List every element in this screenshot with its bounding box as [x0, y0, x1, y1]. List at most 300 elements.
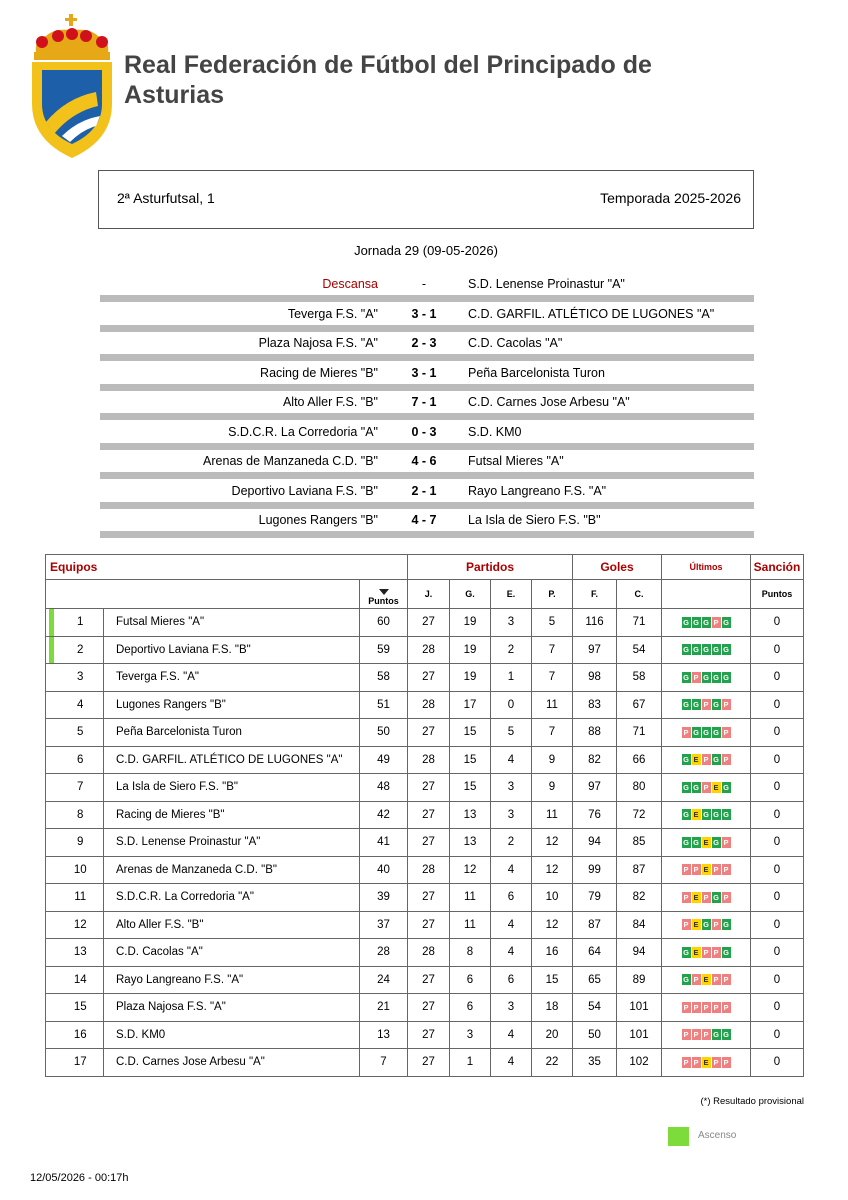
sanction-points-cell: 0 — [751, 829, 804, 857]
sanction-points-cell: 0 — [751, 884, 804, 912]
points-cell: 37 — [360, 911, 408, 939]
standings-row — [46, 1049, 804, 1077]
goals-against-cell: 87 — [617, 856, 662, 884]
team-name-cell: S.D. KM0 — [104, 1021, 360, 1049]
won-cell: 15 — [450, 746, 491, 774]
result-badge: G — [713, 700, 719, 710]
result-badge: P — [703, 947, 709, 957]
result-badge: P — [683, 1057, 689, 1067]
promotion-marker-cell — [46, 609, 58, 637]
result-badge: E — [713, 782, 719, 792]
last-results-cell — [662, 884, 751, 912]
played-cell: 27 — [408, 994, 450, 1022]
promotion-marker-cell — [46, 664, 58, 692]
away-team: C.D. GARFIL. ATLÉTICO DE LUGONES "A" — [468, 307, 715, 321]
result-badge: E — [703, 975, 709, 985]
drawn-cell: 3 — [491, 609, 532, 637]
result-badge: P — [683, 865, 689, 875]
goals-for-cell: 97 — [573, 774, 617, 802]
result-badge: G — [723, 617, 729, 627]
position-cell: 1 — [58, 609, 104, 637]
row-separator — [100, 531, 754, 538]
goals-against-cell: 54 — [617, 636, 662, 664]
last-results-cell — [662, 664, 751, 692]
match-score: 3 - 1 — [411, 307, 437, 321]
result-badge: E — [703, 1057, 709, 1067]
position-cell: 16 — [58, 1021, 104, 1049]
result-badge: G — [693, 837, 699, 847]
goals-for-cell: 50 — [573, 1021, 617, 1049]
result-badge: E — [693, 892, 699, 902]
standings-header-row — [46, 555, 804, 580]
result-badge: G — [693, 782, 699, 792]
goals-for-cell: 87 — [573, 911, 617, 939]
sanction-points-cell: 0 — [751, 774, 804, 802]
result-badge: P — [713, 947, 719, 957]
home-team: Plaza Najosa F.S. "A" — [258, 336, 378, 350]
drawn-cell: 0 — [491, 691, 532, 719]
played-cell: 27 — [408, 719, 450, 747]
sanction-points-cell: 0 — [751, 994, 804, 1022]
last-results-cell — [662, 719, 751, 747]
away-team: C.D. Carnes Jose Arbesu "A" — [468, 395, 630, 409]
sanction-points-cell: 0 — [751, 691, 804, 719]
sanction-points-cell: 0 — [751, 911, 804, 939]
points-cell: 48 — [360, 774, 408, 802]
position-cell: 14 — [58, 966, 104, 994]
goals-for-cell: 35 — [573, 1049, 617, 1077]
result-badge: P — [693, 1002, 699, 1012]
result-badge: E — [693, 920, 699, 930]
result-badge: G — [683, 672, 689, 682]
match-row — [98, 359, 756, 389]
result-badge: P — [713, 920, 719, 930]
team-name-cell: S.D. Lenense Proinastur "A" — [104, 829, 360, 857]
result-badge: G — [723, 645, 729, 655]
away-team: Peña Barcelonista Turon — [468, 366, 605, 380]
result-badge: G — [713, 810, 719, 820]
won-cell: 3 — [450, 1021, 491, 1049]
standings-row — [46, 884, 804, 912]
away-team: Futsal Mieres "A" — [468, 454, 564, 468]
sanction-points-cell: 0 — [751, 939, 804, 967]
rest-label: Descansa — [322, 277, 378, 291]
goals-against-cell: 101 — [617, 994, 662, 1022]
result-badge: G — [683, 947, 689, 957]
result-badge: G — [713, 645, 719, 655]
goals-for-cell: 54 — [573, 994, 617, 1022]
promotion-marker — [49, 609, 54, 636]
won-header: G. — [450, 580, 491, 609]
generated-timestamp: 12/05/2026 - 00:17h — [30, 1172, 129, 1184]
match-score: 4 - 6 — [411, 454, 437, 468]
won-cell: 12 — [450, 856, 491, 884]
result-badge: P — [713, 865, 719, 875]
result-badge: P — [693, 672, 699, 682]
match-row-rest — [98, 270, 756, 300]
position-cell: 11 — [58, 884, 104, 912]
lost-cell: 12 — [532, 829, 573, 857]
standings-table — [45, 554, 804, 1077]
result-badge: P — [683, 727, 689, 737]
drawn-cell: 3 — [491, 774, 532, 802]
lost-header: P. — [532, 580, 573, 609]
match-score: 2 - 3 — [411, 336, 437, 350]
result-badge: G — [703, 920, 709, 930]
position-cell: 10 — [58, 856, 104, 884]
sanction-points-cell: 0 — [751, 856, 804, 884]
result-badge: G — [723, 947, 729, 957]
result-badge: P — [723, 755, 729, 765]
season-label: Temporada 2025-2026 — [600, 190, 741, 206]
match-score: 7 - 1 — [411, 395, 437, 409]
last-results-cell — [662, 636, 751, 664]
goals-against-cell: 101 — [617, 1021, 662, 1049]
won-cell: 11 — [450, 911, 491, 939]
points-cell: 49 — [360, 746, 408, 774]
result-badge: G — [693, 645, 699, 655]
drawn-cell: 1 — [491, 664, 532, 692]
goals-for-cell: 64 — [573, 939, 617, 967]
sanction-points-cell: 0 — [751, 609, 804, 637]
points-cell: 51 — [360, 691, 408, 719]
match-score: 4 - 7 — [411, 513, 437, 527]
drawn-cell: 2 — [491, 829, 532, 857]
drawn-header: E. — [491, 580, 532, 609]
position-cell: 7 — [58, 774, 104, 802]
result-badge: G — [723, 782, 729, 792]
played-cell: 28 — [408, 636, 450, 664]
drawn-cell: 4 — [491, 911, 532, 939]
promotion-marker-cell — [46, 1049, 58, 1077]
lost-cell: 12 — [532, 911, 573, 939]
result-badge: P — [693, 975, 699, 985]
points-sort-header[interactable] — [360, 580, 408, 609]
sanction-points-cell: 0 — [751, 664, 804, 692]
played-cell: 27 — [408, 884, 450, 912]
position-cell: 3 — [58, 664, 104, 692]
goals-against-cell: 102 — [617, 1049, 662, 1077]
lost-cell: 15 — [532, 966, 573, 994]
sanction-points-cell: 0 — [751, 1049, 804, 1077]
away-team: S.D. KM0 — [468, 425, 522, 439]
lost-cell: 7 — [532, 664, 573, 692]
result-badge: P — [693, 865, 699, 875]
goals-for-cell: 94 — [573, 829, 617, 857]
federation-crest-logo — [26, 12, 118, 160]
competition-name: 2ª Asturfutsal, 1 — [117, 190, 215, 206]
goals-against-cell: 71 — [617, 609, 662, 637]
last-results-cell — [662, 829, 751, 857]
result-badge: P — [703, 782, 709, 792]
standings-row — [46, 664, 804, 692]
result-badge: G — [723, 810, 729, 820]
home-team: Lugones Rangers "B" — [258, 513, 378, 527]
organization-title: Real Federación de Fútbol del Principado de Asturias — [124, 51, 652, 109]
result-badge: P — [723, 727, 729, 737]
promotion-marker-cell — [46, 719, 58, 747]
result-badge: G — [713, 1030, 719, 1040]
rest-score: - — [421, 277, 427, 291]
promotion-marker-cell — [46, 939, 58, 967]
result-badge: P — [703, 755, 709, 765]
position-cell: 6 — [58, 746, 104, 774]
lost-cell: 18 — [532, 994, 573, 1022]
result-badge: G — [713, 837, 719, 847]
rest-team: S.D. Lenense Proinastur "A" — [468, 277, 625, 291]
drawn-cell: 3 — [491, 801, 532, 829]
promotion-marker-cell — [46, 774, 58, 802]
home-team: Alto Aller F.S. "B" — [282, 395, 378, 409]
match-score: 3 - 1 — [411, 366, 437, 380]
result-badge: G — [703, 727, 709, 737]
result-badge: P — [683, 892, 689, 902]
team-name-cell: Peña Barcelonista Turon — [104, 719, 360, 747]
home-team: Racing de Mieres "B" — [260, 366, 378, 380]
home-team: Deportivo Laviana F.S. "B" — [231, 484, 378, 498]
team-name-cell: Deportivo Laviana F.S. "B" — [104, 636, 360, 664]
goals-against-cell: 82 — [617, 884, 662, 912]
drawn-cell: 5 — [491, 719, 532, 747]
promotion-marker-cell — [46, 884, 58, 912]
played-cell: 27 — [408, 966, 450, 994]
team-name-cell: Arenas de Manzaneda C.D. "B" — [104, 856, 360, 884]
team-name-cell: C.D. GARFIL. ATLÉTICO DE LUGONES "A" — [104, 746, 360, 774]
result-badge: P — [723, 865, 729, 875]
standings-row — [46, 609, 804, 637]
result-badge: G — [683, 755, 689, 765]
lost-cell: 22 — [532, 1049, 573, 1077]
result-badge: G — [683, 645, 689, 655]
result-badge: G — [693, 617, 699, 627]
sanction-points-cell: 0 — [751, 966, 804, 994]
lost-cell: 11 — [532, 801, 573, 829]
goals-against-cell: 85 — [617, 829, 662, 857]
promotion-marker-cell — [46, 746, 58, 774]
position-cell: 15 — [58, 994, 104, 1022]
position-cell: 4 — [58, 691, 104, 719]
goals-for-cell: 76 — [573, 801, 617, 829]
position-cell: 2 — [58, 636, 104, 664]
lost-cell: 11 — [532, 691, 573, 719]
home-team: Arenas de Manzaneda C.D. "B" — [203, 454, 378, 468]
home-team: Teverga F.S. "A" — [287, 307, 378, 321]
teams-header: Equipos — [46, 555, 408, 580]
result-badge: P — [683, 1002, 689, 1012]
matches-header: Partidos — [408, 555, 573, 580]
lost-cell: 7 — [532, 719, 573, 747]
played-header: J. — [408, 580, 450, 609]
points-cell: 58 — [360, 664, 408, 692]
result-badge: P — [703, 1002, 709, 1012]
team-name-cell: Futsal Mieres "A" — [104, 609, 360, 637]
points-cell: 21 — [360, 994, 408, 1022]
goals-for-cell: 79 — [573, 884, 617, 912]
goals-for-cell: 99 — [573, 856, 617, 884]
goals-against-cell: 84 — [617, 911, 662, 939]
played-cell: 27 — [408, 1049, 450, 1077]
result-badge: P — [683, 920, 689, 930]
played-cell: 27 — [408, 609, 450, 637]
promotion-marker-cell — [46, 856, 58, 884]
drawn-cell: 4 — [491, 1049, 532, 1077]
match-score: 2 - 1 — [411, 484, 437, 498]
result-badge: G — [683, 700, 689, 710]
result-badge: G — [683, 782, 689, 792]
points-cell: 7 — [360, 1049, 408, 1077]
won-cell: 6 — [450, 994, 491, 1022]
sanction-points-header: Puntos — [751, 580, 804, 609]
team-name-cell: Racing de Mieres "B" — [104, 801, 360, 829]
result-badge: G — [693, 700, 699, 710]
standings-row — [46, 1021, 804, 1049]
team-name-cell: Alto Aller F.S. "B" — [104, 911, 360, 939]
standings-row — [46, 994, 804, 1022]
standings-row — [46, 801, 804, 829]
result-badge: E — [703, 837, 709, 847]
away-team: Rayo Langreano F.S. "A" — [468, 484, 607, 498]
won-cell: 6 — [450, 966, 491, 994]
match-row — [98, 300, 756, 330]
match-row — [98, 506, 756, 536]
won-cell: 19 — [450, 664, 491, 692]
sanction-header: Sanción — [751, 555, 804, 580]
last-results-header: Últimos — [662, 555, 751, 580]
promotion-marker-cell — [46, 636, 58, 664]
sanction-points-cell: 0 — [751, 746, 804, 774]
result-badge: G — [703, 672, 709, 682]
result-badge: G — [683, 810, 689, 820]
result-badge: E — [703, 865, 709, 875]
standings-row — [46, 829, 804, 857]
promotion-marker-cell — [46, 801, 58, 829]
standings-subheader-row — [46, 580, 804, 609]
last-results-cell — [662, 609, 751, 637]
result-badge: P — [723, 700, 729, 710]
goals-for-cell: 97 — [573, 636, 617, 664]
result-badge: G — [683, 975, 689, 985]
result-badge: E — [693, 810, 699, 820]
won-cell: 15 — [450, 774, 491, 802]
last-results-cell — [662, 966, 751, 994]
result-badge: P — [703, 1030, 709, 1040]
promotion-marker — [49, 637, 54, 664]
drawn-cell: 6 — [491, 884, 532, 912]
won-cell: 13 — [450, 829, 491, 857]
match-row — [98, 329, 756, 359]
played-cell: 27 — [408, 829, 450, 857]
lost-cell: 20 — [532, 1021, 573, 1049]
round-title: Jornada 29 (09-05-2026) — [354, 243, 498, 258]
standings-row — [46, 746, 804, 774]
match-score: 0 - 3 — [411, 425, 437, 439]
lost-cell: 9 — [532, 774, 573, 802]
promotion-marker-cell — [46, 691, 58, 719]
result-badge: P — [713, 1002, 719, 1012]
result-badge: P — [683, 1030, 689, 1040]
won-cell: 8 — [450, 939, 491, 967]
goals-for-cell: 116 — [573, 609, 617, 637]
last-results-cell — [662, 801, 751, 829]
promotion-legend-swatch — [668, 1127, 689, 1146]
result-badge: P — [723, 975, 729, 985]
played-cell: 27 — [408, 774, 450, 802]
goals-for-cell: 83 — [573, 691, 617, 719]
promotion-legend-label: Ascenso — [698, 1130, 737, 1141]
standings-row — [46, 691, 804, 719]
result-badge: G — [683, 837, 689, 847]
promotion-marker-cell — [46, 994, 58, 1022]
lost-cell: 16 — [532, 939, 573, 967]
goals-against-cell: 58 — [617, 664, 662, 692]
points-cell: 24 — [360, 966, 408, 994]
played-cell: 27 — [408, 801, 450, 829]
standings-row — [46, 719, 804, 747]
match-row — [98, 418, 756, 448]
team-name-cell: C.D. Carnes Jose Arbesu "A" — [104, 1049, 360, 1077]
promotion-marker-cell — [46, 911, 58, 939]
standings-row — [46, 966, 804, 994]
lost-cell: 9 — [532, 746, 573, 774]
goals-against-cell: 89 — [617, 966, 662, 994]
standings-row — [46, 636, 804, 664]
result-badge: G — [713, 727, 719, 737]
goals-header: Goles — [573, 555, 662, 580]
result-badge: G — [723, 920, 729, 930]
played-cell: 27 — [408, 1021, 450, 1049]
points-cell: 42 — [360, 801, 408, 829]
competition-info-box — [98, 170, 754, 229]
result-badge: P — [713, 617, 719, 627]
result-badge: P — [703, 700, 709, 710]
result-badge: G — [683, 617, 689, 627]
points-cell: 39 — [360, 884, 408, 912]
points-cell: 60 — [360, 609, 408, 637]
drawn-cell: 4 — [491, 856, 532, 884]
result-badge: P — [703, 892, 709, 902]
points-cell: 50 — [360, 719, 408, 747]
played-cell: 27 — [408, 911, 450, 939]
sanction-points-cell: 0 — [751, 719, 804, 747]
drawn-cell: 4 — [491, 746, 532, 774]
points-header: Puntos — [368, 596, 399, 606]
team-name-cell: S.D.C.R. La Corredoria "A" — [104, 884, 360, 912]
goals-against-cell: 72 — [617, 801, 662, 829]
played-cell: 28 — [408, 746, 450, 774]
result-badge: G — [693, 727, 699, 737]
result-badge: G — [703, 810, 709, 820]
drawn-cell: 6 — [491, 966, 532, 994]
result-badge: P — [693, 1030, 699, 1040]
promotion-marker-cell — [46, 829, 58, 857]
goals-against-cell: 94 — [617, 939, 662, 967]
match-row — [98, 447, 756, 477]
result-badge: P — [723, 837, 729, 847]
team-name-cell: Lugones Rangers "B" — [104, 691, 360, 719]
goals-for-cell: 82 — [573, 746, 617, 774]
standings-row — [46, 939, 804, 967]
played-cell: 28 — [408, 856, 450, 884]
played-cell: 27 — [408, 664, 450, 692]
promotion-marker-cell — [46, 1021, 58, 1049]
last-results-cell — [662, 1049, 751, 1077]
last-results-cell — [662, 691, 751, 719]
played-cell: 28 — [408, 691, 450, 719]
drawn-cell: 2 — [491, 636, 532, 664]
result-badge: P — [723, 892, 729, 902]
sort-desc-icon — [379, 589, 389, 595]
away-team: C.D. Cacolas "A" — [468, 336, 563, 350]
